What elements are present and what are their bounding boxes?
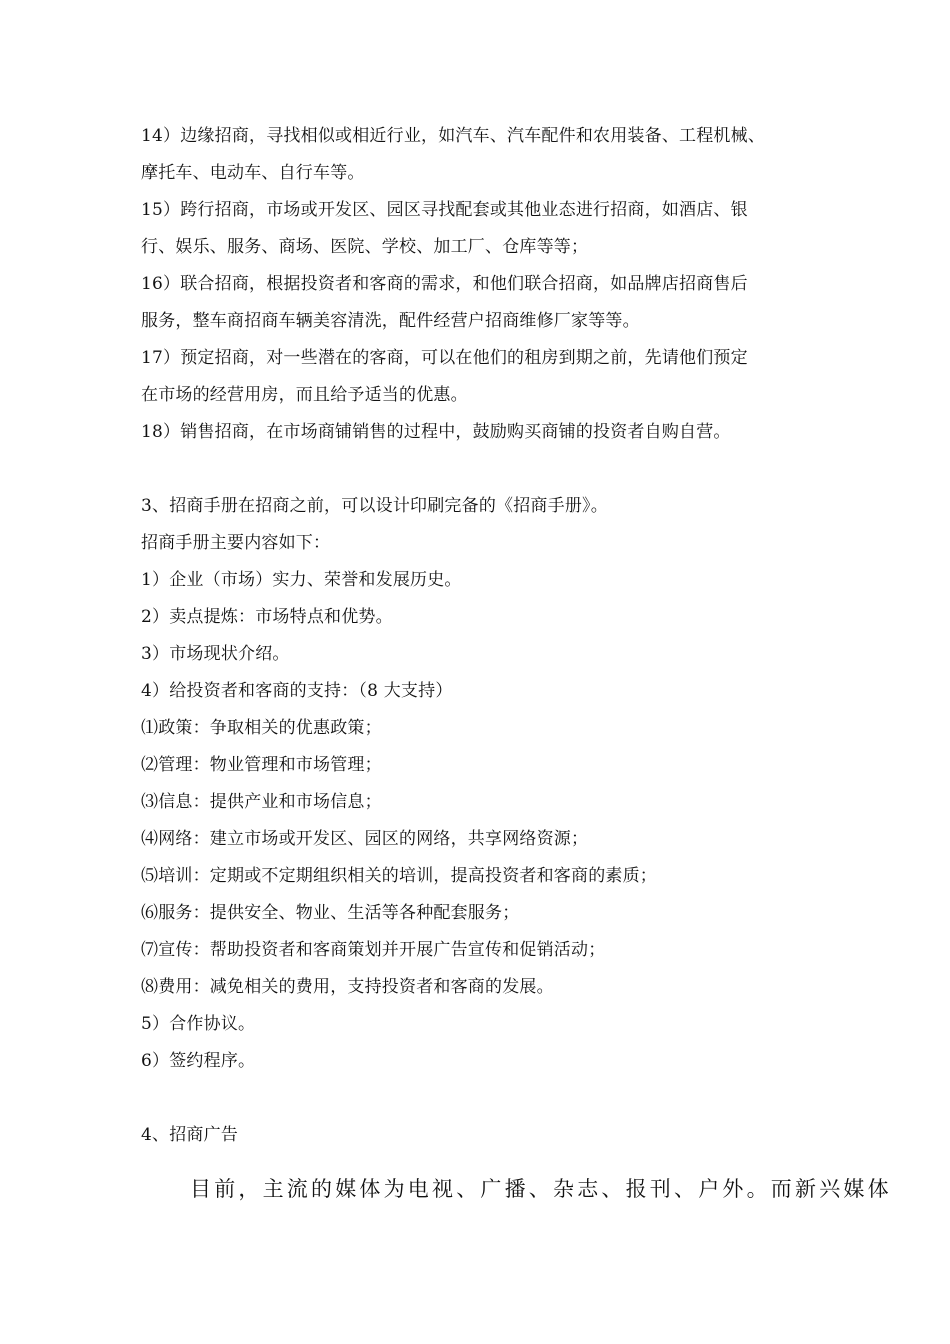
list-item-2: 2）卖点提炼：市场特点和优势。 xyxy=(141,607,393,627)
sub-item-policy: ⑴政策：争取相关的优惠政策； xyxy=(141,718,382,738)
text-line-17-continued: 在市场的经营用房，而且给予适当的优惠。 xyxy=(141,385,468,405)
sub-item-fees: ⑻费用：减免相关的费用，支持投资者和客商的发展。 xyxy=(141,977,554,997)
section-heading-investment-manual: 3、招商手册在招商之前，可以设计印刷完备的《招商手册》。 xyxy=(141,496,608,516)
text-line-14-edge-investment: 14）边缘招商，寻找相似或相近行业，如汽车、汽车配件和农用装备、工程机械、 xyxy=(141,126,766,146)
paragraph-media-intro: 目前，主流的媒体为电视、广播、杂志、报刊、户外。而新兴媒体 xyxy=(190,1177,892,1201)
list-item-3: 3）市场现状介绍。 xyxy=(141,644,290,664)
text-line-16-continued: 服务，整车商招商车辆美容清洗，配件经营户招商维修厂家等等。 xyxy=(141,311,640,331)
section-heading-investment-ads: 4、招商广告 xyxy=(141,1125,239,1145)
text-line-18-sales: 18）销售招商，在市场商铺销售的过程中，鼓励购买商铺的投资者自购自营。 xyxy=(141,422,731,442)
list-item-6: 6）签约程序。 xyxy=(141,1051,256,1071)
sub-item-promotion: ⑺宣传：帮助投资者和客商策划并开展广告宣传和促销活动； xyxy=(141,940,606,960)
list-item-5: 5）合作协议。 xyxy=(141,1014,256,1034)
text-line-14-continued: 摩托车、电动车、自行车等。 xyxy=(141,163,365,183)
list-item-4: 4）给投资者和客商的支持：（8 大支持） xyxy=(141,681,453,701)
text-line-15-cross-industry: 15）跨行招商，市场或开发区、园区寻找配套或其他业态进行招商，如酒店、银 xyxy=(141,200,748,220)
sub-item-service: ⑹服务：提供安全、物业、生活等各种配套服务； xyxy=(141,903,520,923)
list-item-1: 1）企业（市场）实力、荣誉和发展历史。 xyxy=(141,570,462,590)
text-line-manual-contents: 招商手册主要内容如下： xyxy=(141,533,331,553)
text-line-16-joint-investment: 16）联合招商，根据投资者和客商的需求，和他们联合招商，如品牌店招商售后 xyxy=(141,274,748,294)
sub-item-information: ⑶信息：提供产业和市场信息； xyxy=(141,792,382,812)
text-line-15-continued: 行、娱乐、服务、商场、医院、学校、加工厂、仓库等等； xyxy=(141,237,589,257)
sub-item-network: ⑷网络：建立市场或开发区、园区的网络，共享网络资源； xyxy=(141,829,589,849)
sub-item-training: ⑸培训：定期或不定期组织相关的培训，提高投资者和客商的素质； xyxy=(141,866,657,886)
sub-item-management: ⑵管理：物业管理和市场管理； xyxy=(141,755,382,775)
text-line-17-reservation: 17）预定招商，对一些潜在的客商，可以在他们的租房到期之前，先请他们预定 xyxy=(141,348,748,368)
